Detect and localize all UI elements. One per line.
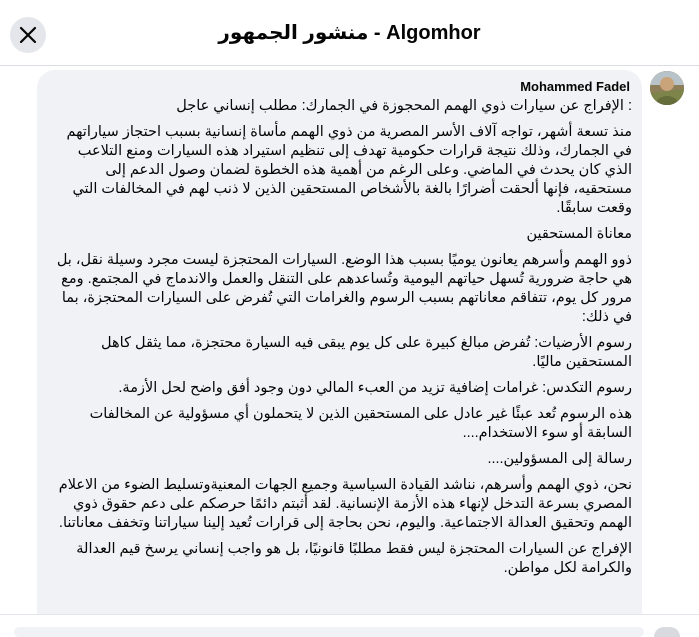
avatar[interactable] [650,71,684,105]
dialog-header [0,0,699,66]
comment-paragraph: منذ تسعة أشهر، تواجه آلاف الأسر المصرية من ذوي الهمم مأساة إنسانية بسبب احتجاز سياراتهم في الجمارك، وذلك نتيجة قرارات حكومية تهدف إلى تنظيم استيراد هذه السيارات ومنع التلاعب الذي كان يحدث في الماضي. وعلى الرغم من أهمية هذه الخطوة لضمان وصول الدعم إلى مستحقيه، فإنها ألحقت أضرارًا بالغة بالأشخاص المستحقين الذين لا ذنب لهم في المخالفات التي وقعت سابقًا. [66,124,632,216]
comment-author[interactable]: Mohammed Fadel [520,79,630,94]
comment-paragraph: رسالة إلى المسؤولين.... [487,451,632,467]
comment-paragraph: الإفراج عن السيارات المحتجزة ليس فقط مطلبًا قانونيًا، بل هو واجب إنساني يرسخ قيم العدالة والكرامة لكل مواطن. [76,541,632,576]
post-content-area[interactable] [0,66,699,614]
comment-bubble [37,70,642,614]
comment-paragraph: معاناة المستحقين [526,226,632,242]
composer-avatar-edge [654,627,680,637]
page-title: منشور الجمهور - Algomhor [218,22,481,44]
comment-paragraph: رسوم الأرضيات: تُفرض مبالغ كبيرة على كل يوم يبقى فيه السيارة محتجزة، مما يثقل كاهل المستحقين ماليًا. [101,335,632,370]
dialog-footer [0,614,699,632]
comment-paragraph: نحن، ذوي الهمم وأسرهم، نناشد القيادة السياسية وجميع الجهات المعنيةوتسليط الضوء من الاعلام المصري بسرعة التدخل لإنهاء هذه الأزمة الإنسانية. لقد أثبتم دائمًا حرصكم على دعم حقوق ذوي الهمم وتحقيق العدالة الاجتماعية. واليوم، نحن بحاجة إلى قرارات تُعيد إلينا سياراتنا وتخفف معاناتنا. [58,477,632,531]
comment-paragraph: رسوم التكدس: غرامات إضافية تزيد من العبء المالي دون وجود أفق واضح لحل الأزمة. [118,380,632,396]
comment-text [49,97,632,585]
comment-composer-edge[interactable] [14,627,644,637]
avatar-image [650,71,684,105]
comment-paragraph: : الإفراج عن سيارات ذوي الهمم المحجوزة في الجمارك: مطلب إنساني عاجل [176,98,632,114]
comment-paragraph: هذه الرسوم تُعد عبئًا غير عادل على المستحقين الذين لا يتحملون أي مسؤولية عن المخالفات السابقة أو سوء الاستخدام.... [89,406,632,441]
comment-paragraph: ذوو الهمم وأسرهم يعانون يوميًا بسبب هذا الوضع. السيارات المحتجزة ليست مجرد وسيلة نقل، بل هي حاجة ضرورية تُسهل حياتهم اليومية وتُساعدهم على التنقل والعمل والاندماج في المجتمع. ومع مرور كل يوم، تتفاقم معاناتهم بسبب الرسوم والغرامات التي تُفرض على السيارات المحتجزة، بما في ذلك: [56,252,632,325]
